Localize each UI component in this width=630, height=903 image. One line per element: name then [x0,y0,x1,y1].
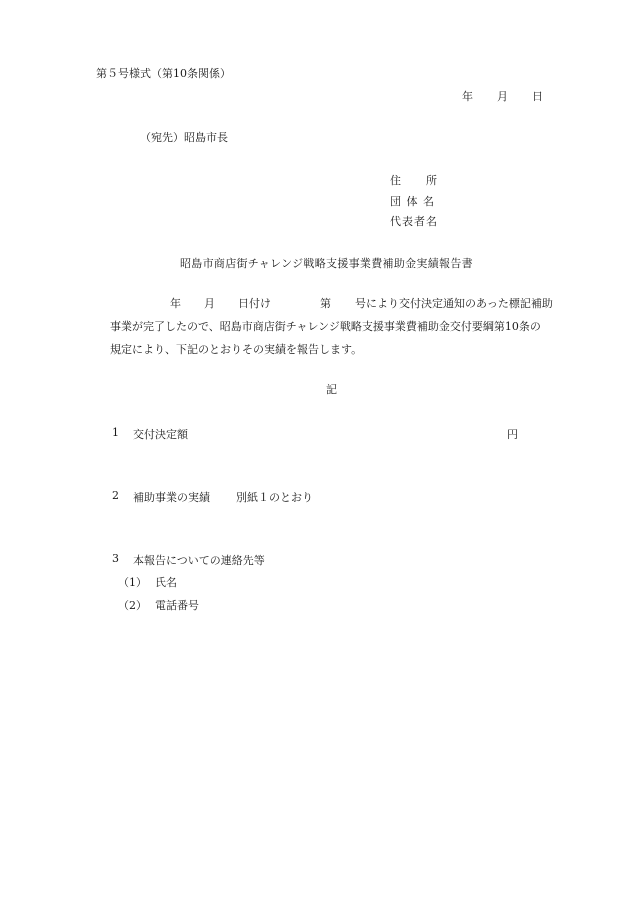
representative-label: 代表者名 [390,215,438,228]
body-year: 年 [170,297,181,310]
item-number: 1 [112,426,119,439]
body-line2: 事業が完了したので、昭島市商店街チャレンジ戦略支援事業費補助金交付要綱第10条の [110,320,541,333]
body-month: 月 [204,297,215,310]
contact-number: （2） [118,599,147,612]
contact-label: 氏名 [155,576,177,589]
item-number: 3 [112,552,119,565]
contact-label: 電話番号 [155,599,199,612]
contact-number: （1） [118,576,147,589]
item-label: 交付決定額 [133,428,188,441]
body-number-prefix: 第 [320,297,331,310]
item-label: 本報告についての連絡先等 [133,554,265,567]
item-label: 補助事業の実績 [133,491,210,504]
recipient: （宛先）昭島市長 [140,131,228,144]
organization-label: 団 体 名 [390,195,435,208]
item-value: 別紙１のとおり [236,491,313,504]
body-dated: 日付け [238,297,271,310]
date-year-label: 年 [462,90,473,103]
body-line1-rest: 号により交付決定通知のあった標記補助 [355,297,553,310]
item-value: 円 [507,428,518,441]
form-number: 第５号様式（第10条関係） [96,67,231,80]
address-label: 住 所 [390,174,438,187]
document-title: 昭島市商店街チャレンジ戦略支援事業費補助金実績報告書 [180,257,473,270]
date-day-label: 日 [532,90,543,103]
body-line3: 規定により、下記のとおりその実績を報告します。 [110,343,363,356]
item-number: 2 [112,489,119,502]
date-month-label: 月 [497,90,508,103]
ki-heading: 記 [326,383,337,396]
